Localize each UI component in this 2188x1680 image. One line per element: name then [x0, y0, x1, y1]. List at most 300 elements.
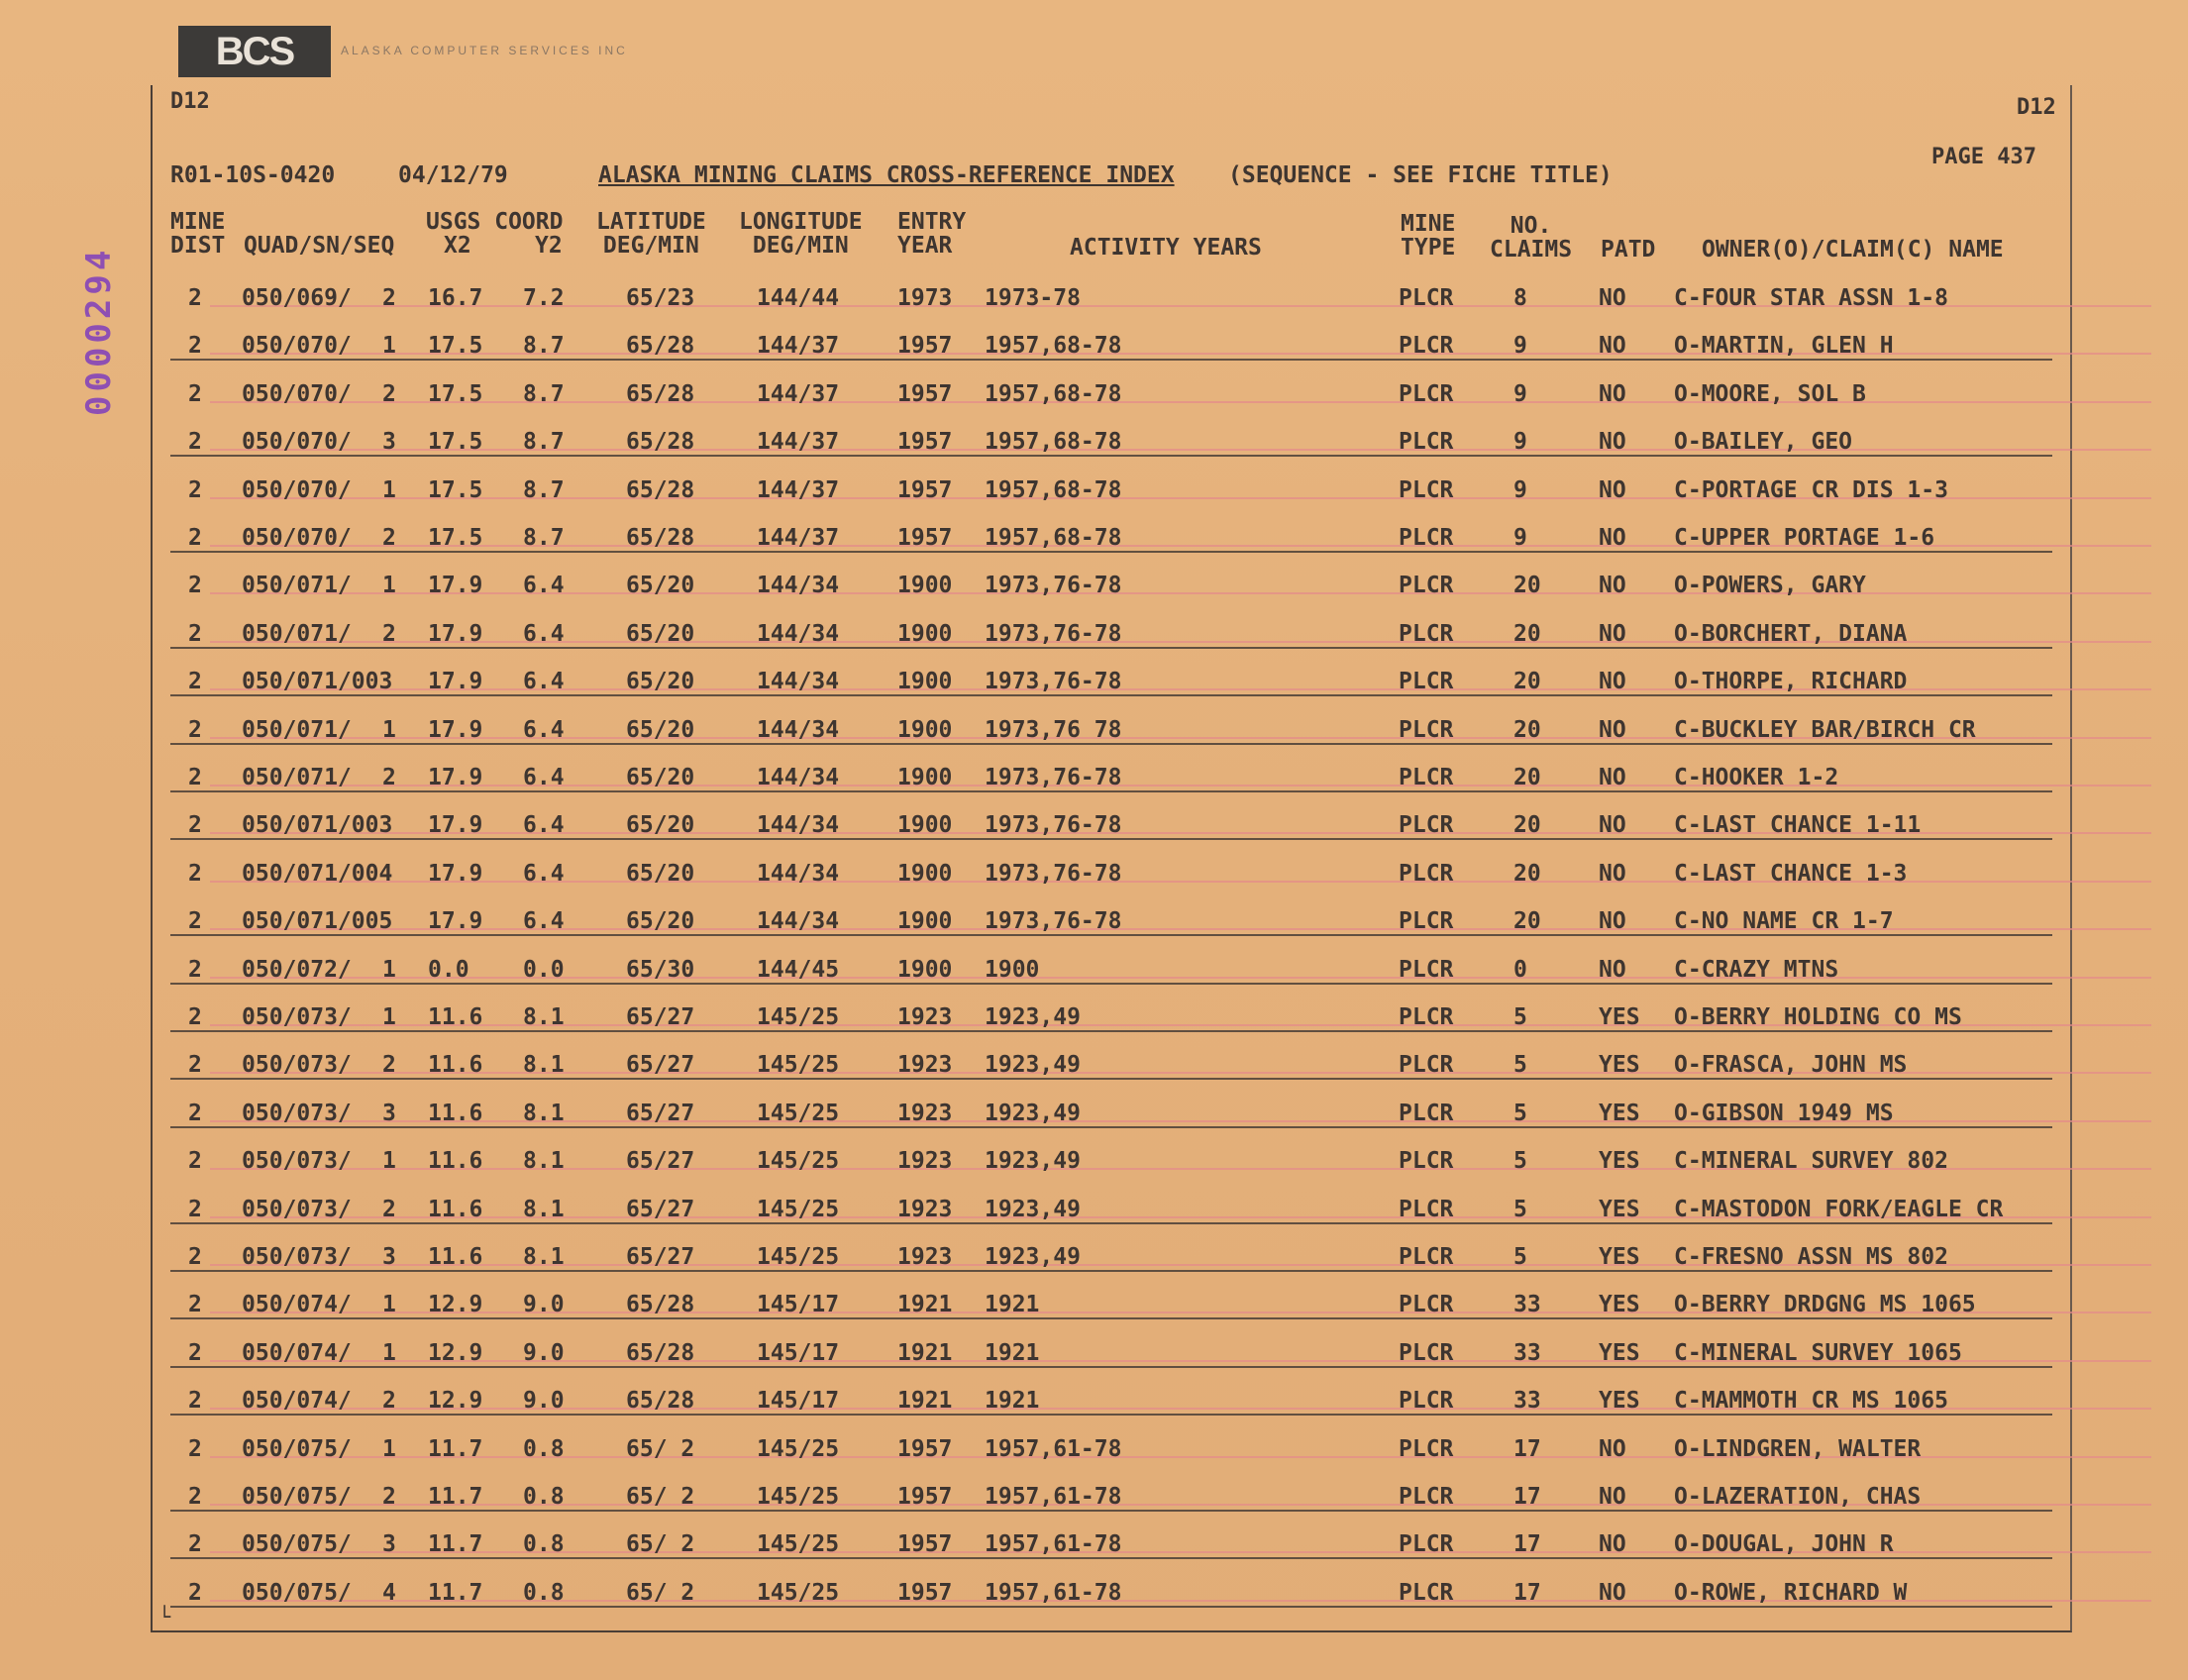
cell-lon: 145/25 [757, 1435, 840, 1462]
cell-activity: 1973,76 78 [985, 716, 1122, 743]
cell-y2: 8.7 [523, 380, 565, 407]
cell-type: PLCR [1399, 956, 1454, 983]
cell-owner: C-HOOKER 1-2 [1674, 765, 1839, 790]
cell-claims: 5 [1513, 1052, 1527, 1079]
cell-entry: 1900 [897, 908, 953, 935]
cell-seq: 2 [382, 380, 396, 407]
cell-claims: 5 [1513, 1148, 1527, 1175]
cell-quad: 050/070/ [242, 476, 352, 503]
cell-seq: 2 [382, 620, 396, 647]
cell-patd: YES [1599, 1004, 1640, 1030]
cell-patd: YES [1599, 1292, 1640, 1318]
table-row [170, 279, 2072, 327]
cell-patd: NO [1599, 669, 1626, 695]
strike-line [170, 455, 2052, 457]
cell-quad: 050/072/ [242, 956, 352, 983]
cell-y2: 0.8 [523, 1484, 565, 1510]
cell-seq: 3 [382, 1531, 396, 1558]
cell-x2: 17.9 [428, 620, 483, 647]
cell-lat: 65/28 [626, 1292, 695, 1318]
strike-line [170, 983, 2052, 985]
cell-type: PLCR [1399, 573, 1454, 599]
cell-patd: NO [1599, 956, 1626, 983]
cell-quad: 050/071/005 [242, 908, 393, 935]
cell-y2: 6.4 [523, 716, 565, 743]
ruled-line-pink [210, 785, 2151, 787]
cell-seq: 2 [382, 1052, 396, 1079]
col-patd: PATD [1601, 237, 1656, 262]
cell-patd: NO [1599, 765, 1626, 790]
cell-patd: YES [1599, 1148, 1640, 1175]
cell-lon: 144/34 [757, 860, 840, 887]
cell-quad: 050/075/ [242, 1579, 352, 1606]
cell-activity: 1973,76-78 [985, 765, 1122, 790]
cell-y2: 9.0 [523, 1339, 565, 1366]
cell-lat: 65/ 2 [626, 1579, 695, 1606]
cell-patd: NO [1599, 525, 1626, 551]
cell-activity: 1957,61-78 [985, 1579, 1122, 1606]
cell-type: PLCR [1399, 1196, 1454, 1222]
cell-lat: 65/28 [626, 1388, 695, 1415]
side-stamp: 0000294 [79, 246, 119, 416]
cell-lat: 65/ 2 [626, 1484, 695, 1510]
strike-line [170, 1510, 2052, 1512]
table-row [170, 1382, 2072, 1429]
cell-lon: 144/34 [757, 620, 840, 647]
cell-owner: O-ROWE, RICHARD W [1674, 1579, 1908, 1606]
cell-patd: NO [1599, 1531, 1626, 1558]
col-owner: OWNER(O)/CLAIM(C) NAME [1702, 237, 2004, 262]
cell-y2: 6.4 [523, 908, 565, 935]
strike-line [170, 1030, 2052, 1032]
cell-seq: 2 [382, 285, 396, 311]
cell-quad: 050/070/ [242, 333, 352, 360]
cell-lon: 145/25 [757, 1579, 840, 1606]
cell-claims: 33 [1513, 1339, 1541, 1366]
cell-dist: 2 [188, 765, 202, 790]
cell-type: PLCR [1399, 1100, 1454, 1126]
cell-claims: 20 [1513, 669, 1541, 695]
cell-type: PLCR [1399, 1244, 1454, 1270]
ruled-line-pink [210, 977, 2151, 979]
cell-dist: 2 [188, 380, 202, 407]
cell-activity: 1923,49 [985, 1196, 1081, 1222]
cell-lat: 65/28 [626, 429, 695, 456]
cell-owner: C-FRESNO ASSN MS 802 [1674, 1244, 1948, 1270]
cell-type: PLCR [1399, 525, 1454, 551]
table-row [170, 951, 2072, 998]
cell-dist: 2 [188, 1148, 202, 1175]
strike-line [170, 838, 2052, 840]
cell-x2: 17.5 [428, 525, 483, 551]
col-latitude: LATITUDE DEG/MIN [596, 209, 706, 259]
cell-quad: 050/073/ [242, 1100, 352, 1126]
cell-lon: 145/25 [757, 1148, 840, 1175]
cell-lon: 145/25 [757, 1100, 840, 1126]
cell-lon: 144/34 [757, 908, 840, 935]
cell-dist: 2 [188, 1484, 202, 1510]
strike-line [170, 1078, 2052, 1080]
cell-dist: 2 [188, 1531, 202, 1558]
cell-lat: 65/27 [626, 1100, 695, 1126]
cell-patd: NO [1599, 1484, 1626, 1510]
cell-y2: 0.8 [523, 1531, 565, 1558]
strike-line [170, 1222, 2052, 1224]
cell-type: PLCR [1399, 333, 1454, 360]
cell-claims: 17 [1513, 1579, 1541, 1606]
cell-lon: 144/44 [757, 285, 840, 311]
cell-x2: 11.6 [428, 1196, 483, 1222]
cell-dist: 2 [188, 956, 202, 983]
cell-quad: 050/071/003 [242, 812, 393, 839]
cell-quad: 050/071/003 [242, 669, 393, 695]
cell-x2: 0.0 [428, 956, 469, 983]
cell-lat: 65/ 2 [626, 1435, 695, 1462]
cell-x2: 11.7 [428, 1484, 483, 1510]
cell-claims: 9 [1513, 380, 1527, 407]
cell-y2: 7.2 [523, 285, 565, 311]
cell-activity: 1973,76-78 [985, 620, 1122, 647]
cell-y2: 8.1 [523, 1148, 565, 1175]
cell-owner: O-GIBSON 1949 MS [1674, 1100, 1894, 1126]
table-row [170, 1286, 2072, 1333]
cell-quad: 050/073/ [242, 1052, 352, 1079]
cell-claims: 9 [1513, 333, 1527, 360]
cell-lat: 65/27 [626, 1052, 695, 1079]
cell-dist: 2 [188, 908, 202, 935]
cell-entry: 1923 [897, 1052, 953, 1079]
cell-type: PLCR [1399, 765, 1454, 790]
table-row [170, 855, 2072, 902]
cell-claims: 20 [1513, 716, 1541, 743]
cell-owner: C-UPPER PORTAGE 1-6 [1674, 525, 1935, 551]
cell-activity: 1973,76-78 [985, 812, 1122, 839]
cell-lon: 144/45 [757, 956, 840, 983]
cell-activity: 1923,49 [985, 1148, 1081, 1175]
cell-entry: 1900 [897, 956, 953, 983]
cell-seq: 2 [382, 765, 396, 790]
cell-y2: 8.7 [523, 476, 565, 503]
cell-patd: YES [1599, 1244, 1640, 1270]
cell-entry: 1900 [897, 573, 953, 599]
table-row [170, 1046, 2072, 1094]
cell-claims: 17 [1513, 1531, 1541, 1558]
cell-lat: 65/20 [626, 860, 695, 887]
cell-patd: NO [1599, 333, 1626, 360]
cell-entry: 1957 [897, 429, 953, 456]
cell-type: PLCR [1399, 476, 1454, 503]
cell-x2: 11.7 [428, 1579, 483, 1606]
cell-owner: C-CRAZY MTNS [1674, 956, 1839, 983]
cell-activity: 1957,68-78 [985, 476, 1122, 503]
cell-lon: 145/25 [757, 1004, 840, 1030]
cell-seq: 1 [382, 1339, 396, 1366]
cell-owner: C-MINERAL SURVEY 802 [1674, 1148, 1948, 1175]
cell-quad: 050/074/ [242, 1388, 352, 1415]
cell-patd: NO [1599, 716, 1626, 743]
cell-owner: O-LINDGREN, WALTER [1674, 1435, 1922, 1462]
cell-y2: 8.1 [523, 1100, 565, 1126]
cell-patd: NO [1599, 860, 1626, 887]
cell-type: PLCR [1399, 380, 1454, 407]
cell-y2: 8.1 [523, 1244, 565, 1270]
cell-owner: C-FOUR STAR ASSN 1-8 [1674, 285, 1948, 311]
cell-patd: NO [1599, 620, 1626, 647]
cell-activity: 1957,68-78 [985, 333, 1122, 360]
cell-y2: 0.8 [523, 1435, 565, 1462]
cell-type: PLCR [1399, 812, 1454, 839]
table-row [170, 1095, 2072, 1142]
page-label: PAGE 437 [1931, 145, 2036, 169]
cell-entry: 1923 [897, 1196, 953, 1222]
cell-lat: 65/27 [626, 1004, 695, 1030]
cell-quad: 050/071/ [242, 716, 352, 743]
cell-seq: 2 [382, 525, 396, 551]
cell-seq: 2 [382, 1196, 396, 1222]
cell-x2: 17.9 [428, 908, 483, 935]
strike-line [170, 551, 2052, 553]
cell-dist: 2 [188, 1052, 202, 1079]
cell-lat: 65/23 [626, 285, 695, 311]
cell-lon: 144/34 [757, 573, 840, 599]
cell-dist: 2 [188, 812, 202, 839]
cell-owner: O-POWERS, GARY [1674, 573, 1866, 599]
cell-x2: 16.7 [428, 285, 483, 311]
cell-patd: YES [1599, 1196, 1640, 1222]
cell-entry: 1921 [897, 1292, 953, 1318]
cell-activity: 1957,68-78 [985, 429, 1122, 456]
cell-type: PLCR [1399, 1148, 1454, 1175]
cell-x2: 12.9 [428, 1388, 483, 1415]
cell-seq: 1 [382, 476, 396, 503]
cell-entry: 1923 [897, 1100, 953, 1126]
cell-y2: 8.1 [523, 1004, 565, 1030]
report-id: R01-10S-0420 [170, 162, 336, 188]
cell-activity: 1973,76-78 [985, 573, 1122, 599]
cell-x2: 12.9 [428, 1292, 483, 1318]
cell-x2: 17.9 [428, 716, 483, 743]
cell-owner: O-BERRY HOLDING CO MS [1674, 1004, 1962, 1030]
cell-dist: 2 [188, 1244, 202, 1270]
cell-lon: 144/37 [757, 380, 840, 407]
cell-entry: 1900 [897, 716, 953, 743]
cell-dist: 2 [188, 476, 202, 503]
cell-entry: 1921 [897, 1388, 953, 1415]
cell-y2: 8.7 [523, 333, 565, 360]
cell-quad: 050/073/ [242, 1196, 352, 1222]
cell-lon: 144/34 [757, 765, 840, 790]
cell-owner: O-BORCHERT, DIANA [1674, 620, 1908, 647]
cell-quad: 050/074/ [242, 1292, 352, 1318]
cell-lon: 145/25 [757, 1052, 840, 1079]
cell-claims: 17 [1513, 1435, 1541, 1462]
cell-x2: 17.5 [428, 380, 483, 407]
strike-line [170, 1606, 2052, 1608]
cell-quad: 050/070/ [242, 380, 352, 407]
code-right: D12 [2017, 95, 2056, 120]
cell-lat: 65/28 [626, 380, 695, 407]
cell-lon: 145/17 [757, 1339, 840, 1366]
logo-subtitle: ALASKA COMPUTER SERVICES INC [341, 44, 628, 57]
cell-lat: 65/20 [626, 716, 695, 743]
cell-lon: 144/37 [757, 476, 840, 503]
cell-y2: 0.0 [523, 956, 565, 983]
cell-claims: 33 [1513, 1388, 1541, 1415]
ruled-line-pink [210, 449, 2151, 451]
cell-dist: 2 [188, 429, 202, 456]
cell-dist: 2 [188, 1196, 202, 1222]
cell-activity: 1973,76-78 [985, 669, 1122, 695]
cell-x2: 17.9 [428, 573, 483, 599]
cell-patd: YES [1599, 1339, 1640, 1366]
cell-lat: 65/28 [626, 476, 695, 503]
cell-dist: 2 [188, 285, 202, 311]
cell-lat: 65/27 [626, 1196, 695, 1222]
cell-dist: 2 [188, 1579, 202, 1606]
table-row [170, 1430, 2072, 1478]
cell-dist: 2 [188, 525, 202, 551]
cell-lon: 144/37 [757, 525, 840, 551]
cell-entry: 1957 [897, 1435, 953, 1462]
cell-claims: 0 [1513, 956, 1527, 983]
cell-owner: C-MINERAL SURVEY 1065 [1674, 1339, 1962, 1366]
cell-dist: 2 [188, 716, 202, 743]
col-mine-dist: MINE DIST [170, 209, 226, 259]
cell-activity: 1973,76-78 [985, 908, 1122, 935]
cell-y2: 8.7 [523, 429, 565, 456]
cell-claims: 5 [1513, 1196, 1527, 1222]
cell-seq: 2 [382, 1388, 396, 1415]
cell-type: PLCR [1399, 860, 1454, 887]
cell-quad: 050/073/ [242, 1244, 352, 1270]
cell-lon: 144/34 [757, 669, 840, 695]
cell-quad: 050/075/ [242, 1531, 352, 1558]
cell-activity: 1921 [985, 1292, 1040, 1318]
table-row [170, 711, 2072, 759]
cell-claims: 9 [1513, 429, 1527, 456]
cell-owner: O-MOORE, SOL B [1674, 380, 1866, 407]
strike-line [170, 1414, 2052, 1416]
cell-x2: 12.9 [428, 1339, 483, 1366]
cell-x2: 11.6 [428, 1100, 483, 1126]
cell-type: PLCR [1399, 1292, 1454, 1318]
strike-line [170, 1317, 2052, 1319]
table-row [170, 1334, 2072, 1382]
cell-type: PLCR [1399, 1004, 1454, 1030]
cell-seq: 1 [382, 1148, 396, 1175]
col-entry-year: ENTRY YEAR [897, 209, 967, 259]
cell-lat: 65/27 [626, 1148, 695, 1175]
cell-type: PLCR [1399, 1388, 1454, 1415]
cell-lon: 145/25 [757, 1244, 840, 1270]
cell-entry: 1957 [897, 380, 953, 407]
col-y2: Y2 [535, 233, 563, 259]
cell-type: PLCR [1399, 1339, 1454, 1366]
cell-owner: C-NO NAME CR 1-7 [1674, 908, 1894, 935]
table-row [170, 567, 2072, 614]
table-row [170, 615, 2072, 663]
cell-entry: 1900 [897, 669, 953, 695]
col-x2: X2 [444, 233, 471, 259]
cell-claims: 5 [1513, 1004, 1527, 1030]
cell-entry: 1957 [897, 333, 953, 360]
cell-lat: 65/28 [626, 333, 695, 360]
cell-owner: O-BERRY DRDGNG MS 1065 [1674, 1292, 1976, 1318]
cell-entry: 1923 [897, 1244, 953, 1270]
cell-claims: 9 [1513, 525, 1527, 551]
cell-y2: 8.1 [523, 1196, 565, 1222]
cell-type: PLCR [1399, 429, 1454, 456]
cell-dist: 2 [188, 1292, 202, 1318]
table-row [170, 1574, 2072, 1622]
cell-type: PLCR [1399, 1435, 1454, 1462]
col-mine-type: MINE TYPE [1401, 211, 1456, 261]
cell-quad: 050/071/ [242, 765, 352, 790]
cell-claims: 9 [1513, 476, 1527, 503]
cell-claims: 20 [1513, 908, 1541, 935]
cell-lon: 145/17 [757, 1388, 840, 1415]
cell-seq: 1 [382, 716, 396, 743]
cell-x2: 17.5 [428, 333, 483, 360]
cell-claims: 20 [1513, 573, 1541, 599]
cell-lat: 65/20 [626, 812, 695, 839]
cell-entry: 1957 [897, 525, 953, 551]
code-left: D12 [170, 89, 210, 114]
cell-x2: 11.6 [428, 1004, 483, 1030]
cell-entry: 1921 [897, 1339, 953, 1366]
cell-entry: 1900 [897, 860, 953, 887]
table-row [170, 759, 2072, 806]
cell-patd: NO [1599, 1435, 1626, 1462]
cell-entry: 1957 [897, 1531, 953, 1558]
cell-patd: NO [1599, 429, 1626, 456]
cell-quad: 050/071/004 [242, 860, 393, 887]
cell-dist: 2 [188, 1388, 202, 1415]
cell-seq: 1 [382, 573, 396, 599]
table-row [170, 375, 2072, 423]
sequence-note: (SEQUENCE - SEE FICHE TITLE) [1228, 162, 1613, 188]
table-row [170, 806, 2072, 854]
cell-lat: 65/20 [626, 765, 695, 790]
table-row [170, 1478, 2072, 1525]
cell-lon: 144/34 [757, 716, 840, 743]
cell-owner: O-LAZERATION, CHAS [1674, 1484, 1922, 1510]
cell-activity: 1957,68-78 [985, 525, 1122, 551]
cell-dist: 2 [188, 1339, 202, 1366]
cell-lat: 65/20 [626, 908, 695, 935]
cell-y2: 9.0 [523, 1388, 565, 1415]
table-row [170, 423, 2072, 471]
cell-y2: 6.4 [523, 669, 565, 695]
cell-x2: 11.7 [428, 1435, 483, 1462]
table-row [170, 902, 2072, 950]
cell-quad: 050/075/ [242, 1484, 352, 1510]
strike-line [170, 694, 2052, 696]
cell-lon: 145/25 [757, 1484, 840, 1510]
cell-x2: 17.9 [428, 765, 483, 790]
cell-activity: 1923,49 [985, 1244, 1081, 1270]
cell-patd: NO [1599, 812, 1626, 839]
cell-patd: NO [1599, 380, 1626, 407]
col-activity-years: ACTIVITY YEARS [1070, 235, 1262, 261]
cell-activity: 1957,61-78 [985, 1435, 1122, 1462]
table-row [170, 1142, 2072, 1190]
table-row [170, 1191, 2072, 1238]
cell-activity: 1957,61-78 [985, 1484, 1122, 1510]
cell-entry: 1957 [897, 1484, 953, 1510]
cell-owner: C-PORTAGE CR DIS 1-3 [1674, 476, 1948, 503]
strike-line [170, 1126, 2052, 1128]
